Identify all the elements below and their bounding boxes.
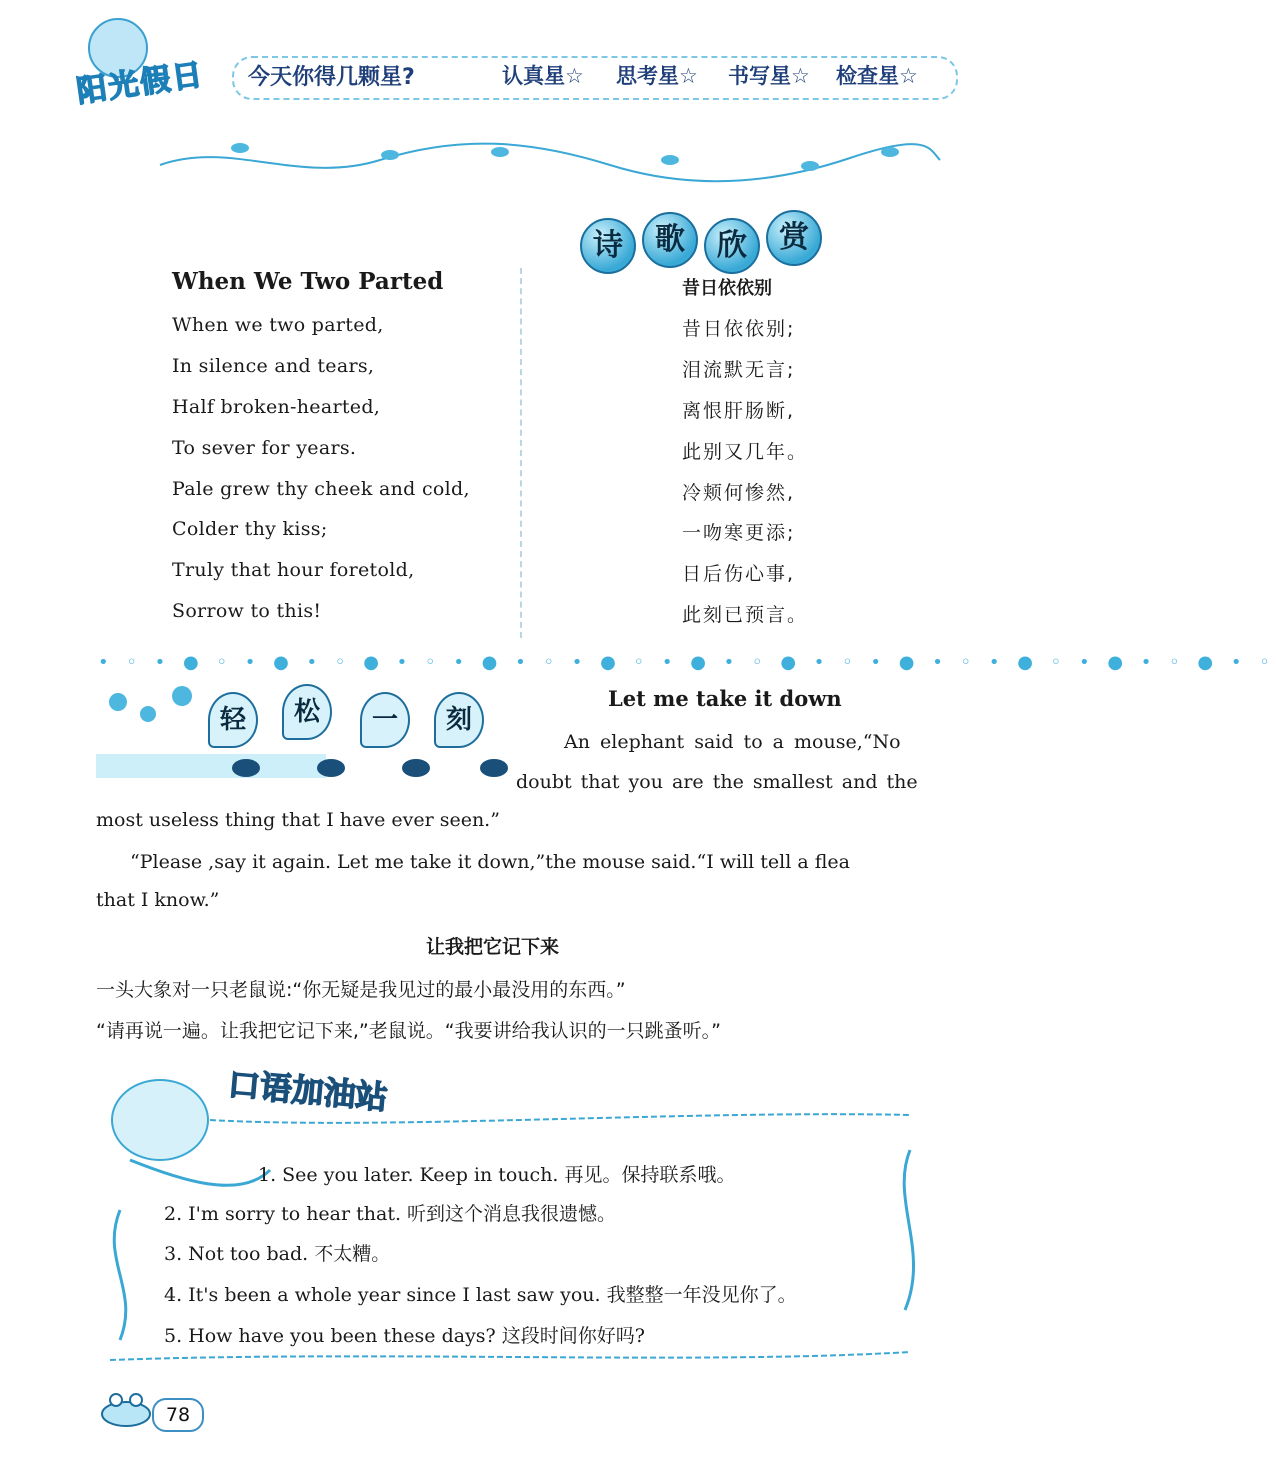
poem-line-cn: 日后伤心事, (682, 563, 796, 585)
poem-line-en: Half broken-hearted, (172, 396, 381, 418)
phrase-item: 1. See you later. Keep in touch. 再见。保持联系哦。 (258, 1164, 736, 1186)
page-number: 78 (152, 1398, 204, 1432)
poem-line-cn: 昔日依依别; (682, 318, 796, 340)
badge-char: 刻 (434, 692, 484, 748)
column-divider (520, 268, 522, 638)
badge-char: 轻 (208, 692, 258, 748)
badge-char: 诗 (580, 218, 636, 274)
badge-char: 歌 (642, 212, 698, 268)
poem-line-en: Pale grew thy cheek and cold, (172, 478, 470, 500)
poem-line-en: When we two parted, (172, 314, 384, 336)
poem-line-cn: 泪流默无言; (682, 359, 796, 381)
story-text: doubt that you are the smallest and the (516, 771, 918, 793)
brand-title: 阳光假日 (74, 57, 207, 110)
badge-char: 松 (282, 684, 332, 740)
poem-line-cn: 此别又几年。 (682, 441, 809, 463)
badge-char: 赏 (766, 210, 822, 266)
story-text: most useless thing that I have ever seen.” (96, 809, 500, 831)
phrase-item: 5. How have you been these days? 这段时间你好吗? (164, 1325, 645, 1347)
poem-line-cn: 此刻已预言。 (682, 604, 809, 626)
story-title-cn: 让我把它记下来 (426, 936, 560, 958)
story-text-cn: “请再说一遍。让我把它记下来,”老鼠说。“我要讲给我认识的一只跳蚤听。” (96, 1020, 721, 1042)
oral-section-title: 口语加油站 (226, 1065, 390, 1117)
dotted-separator: • ◦ • ● ◦ • ● • ◦ ● • ◦ • ● • ◦ • ● ◦ • ● • ◦ ● • ◦ • ● • ◦ • ● ◦ • ● • ◦ ● • ◦ (98, 652, 1276, 673)
story-text: An elephant said to a mouse,“No (564, 731, 901, 753)
badge-char: 欣 (704, 218, 760, 274)
rabbit-icon (110, 1064, 210, 1144)
poem-line-en: To sever for years. (172, 437, 357, 459)
poem-line-en: Sorrow to this! (172, 600, 322, 622)
phrase-item: 2. I'm sorry to hear that. 听到这个消息我很遗憾。 (164, 1203, 617, 1225)
phrase-item: 3. Not too bad. 不太糟。 (164, 1243, 391, 1265)
story-text-cn: 一头大象对一只老鼠说:“你无疑是我见过的最小最没用的东西。” (96, 979, 626, 1001)
poem-line-cn: 一吻寒更添; (682, 522, 796, 544)
star-checking: 检查星☆ (836, 64, 918, 88)
poem-title-en: When We Two Parted (172, 268, 444, 295)
poem-line-cn: 离恨肝肠断, (682, 400, 796, 422)
story-text: “Please ,say it again. Let me take it down,”the mouse said.“I will tell a flea (130, 851, 850, 873)
poem-line-en: In silence and tears, (172, 355, 375, 377)
vine-decoration (150, 130, 950, 190)
poem-line-en: Truly that hour foretold, (172, 559, 415, 581)
story-title-en: Let me take it down (608, 686, 842, 711)
story-text: that I know.” (96, 889, 220, 911)
badge-char: 一 (360, 692, 410, 748)
poem-line-en: Colder thy kiss; (172, 518, 328, 540)
poem-title-cn: 昔日依依别 (682, 278, 772, 299)
star-writing: 书写星☆ (728, 64, 810, 88)
star-earnest: 认真星☆ (502, 64, 584, 88)
stars-question: 今天你得几颗星? (248, 65, 415, 90)
star-thinking: 思考星☆ (616, 64, 698, 88)
frog-icon (96, 1388, 156, 1428)
poem-line-cn: 冷颊何惨然, (682, 482, 796, 504)
phrase-item: 4. It's been a whole year since I last saw you. 我整整一年没见你了。 (164, 1284, 797, 1306)
